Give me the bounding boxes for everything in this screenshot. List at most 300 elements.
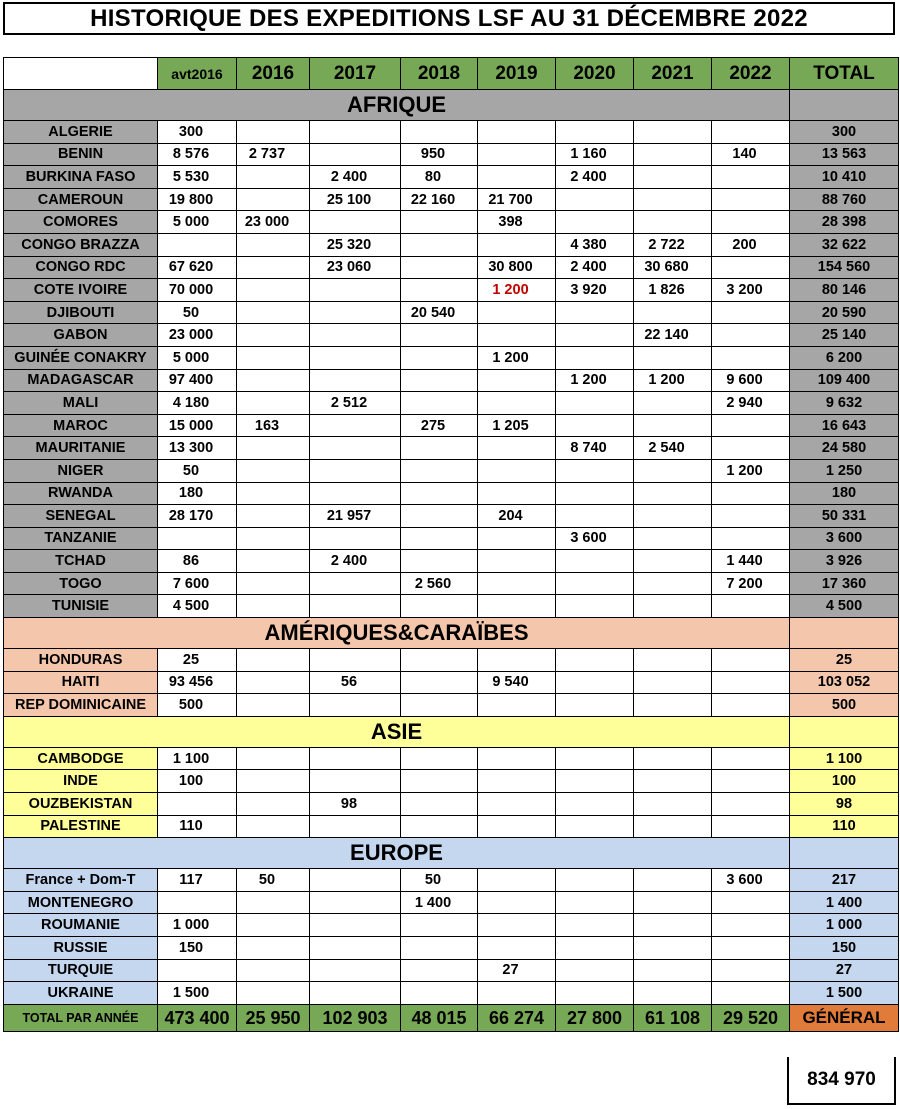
value-cell: [634, 211, 712, 234]
table-row: [4, 891, 899, 914]
value-cell: [310, 937, 401, 960]
value-cell: [478, 595, 556, 618]
value-cell: [401, 437, 478, 460]
row-total-cell: 110: [790, 815, 899, 838]
country-name: CAMEROUN: [4, 188, 158, 211]
row-total-cell: 150: [790, 937, 899, 960]
value-cell: [478, 121, 556, 144]
value-cell: 180: [158, 482, 237, 505]
value-cell: [634, 346, 712, 369]
row-total-cell: 154 560: [790, 256, 899, 279]
value-cell: [158, 793, 237, 816]
value-cell: 2 400: [310, 550, 401, 573]
value-cell: [556, 891, 634, 914]
row-total-cell: 1 250: [790, 459, 899, 482]
value-cell: 4 180: [158, 392, 237, 415]
value-cell: [634, 482, 712, 505]
value-cell: 19 800: [158, 188, 237, 211]
country-name: COMORES: [4, 211, 158, 234]
country-name: UKRAINE: [4, 982, 158, 1005]
value-cell: [712, 793, 790, 816]
value-cell: [712, 914, 790, 937]
country-name: CAMBODGE: [4, 747, 158, 770]
row-total-cell: 17 360: [790, 572, 899, 595]
country-name: COTE IVOIRE: [4, 279, 158, 302]
table-row: [4, 595, 899, 618]
value-cell: 25: [158, 649, 237, 672]
value-cell: [556, 694, 634, 717]
table-row: [4, 527, 899, 550]
table-row: [4, 256, 899, 279]
value-cell: [712, 815, 790, 838]
country-name: France + Dom-T: [4, 869, 158, 892]
section-header-row: [4, 838, 899, 869]
country-name: NIGER: [4, 459, 158, 482]
table-row: [4, 166, 899, 189]
value-cell: 1 440: [712, 550, 790, 573]
year-total-cell: 61 108: [634, 1004, 712, 1031]
value-cell: [237, 595, 310, 618]
row-total-cell: 300: [790, 121, 899, 144]
value-cell: [237, 166, 310, 189]
value-cell: [556, 649, 634, 672]
value-cell: [401, 211, 478, 234]
value-cell: [401, 959, 478, 982]
value-cell: [237, 572, 310, 595]
country-name: HONDURAS: [4, 649, 158, 672]
row-total-cell: 50 331: [790, 505, 899, 528]
value-cell: [237, 747, 310, 770]
row-total-cell: 1 400: [790, 891, 899, 914]
value-cell: [237, 891, 310, 914]
value-cell: 1 200: [478, 279, 556, 302]
value-cell: [237, 649, 310, 672]
value-cell: 9 600: [712, 369, 790, 392]
value-cell: [237, 437, 310, 460]
value-cell: [237, 959, 310, 982]
value-cell: [401, 793, 478, 816]
value-cell: [237, 121, 310, 144]
value-cell: [237, 346, 310, 369]
country-name: TCHAD: [4, 550, 158, 573]
column-header: TOTAL: [790, 58, 899, 90]
country-name: ROUMANIE: [4, 914, 158, 937]
value-cell: 23 000: [237, 211, 310, 234]
value-cell: 140: [712, 143, 790, 166]
value-cell: 15 000: [158, 414, 237, 437]
table-row: [4, 982, 899, 1005]
value-cell: [478, 770, 556, 793]
value-cell: [401, 369, 478, 392]
value-cell: [556, 793, 634, 816]
value-cell: [556, 414, 634, 437]
value-cell: [158, 527, 237, 550]
column-header: 2018: [401, 58, 478, 90]
table-row: [4, 770, 899, 793]
value-cell: [634, 143, 712, 166]
table-row: [4, 505, 899, 528]
row-total-cell: 1 000: [790, 914, 899, 937]
value-cell: [310, 279, 401, 302]
row-total-cell: 16 643: [790, 414, 899, 437]
value-cell: 5 000: [158, 346, 237, 369]
country-name: TURQUIE: [4, 959, 158, 982]
value-cell: [310, 527, 401, 550]
expeditions-table: [3, 57, 899, 1032]
value-cell: [401, 937, 478, 960]
value-cell: [237, 392, 310, 415]
value-cell: [712, 937, 790, 960]
row-total-cell: 217: [790, 869, 899, 892]
row-total-cell: 1 100: [790, 747, 899, 770]
header-row: [4, 58, 899, 90]
value-cell: 13 300: [158, 437, 237, 460]
value-cell: [478, 649, 556, 672]
value-cell: [478, 369, 556, 392]
value-cell: [556, 392, 634, 415]
value-cell: 50: [158, 459, 237, 482]
country-name: BENIN: [4, 143, 158, 166]
value-cell: [556, 324, 634, 347]
value-cell: [310, 982, 401, 1005]
value-cell: [237, 301, 310, 324]
value-cell: [401, 392, 478, 415]
value-cell: [401, 649, 478, 672]
value-cell: [310, 346, 401, 369]
value-cell: [634, 301, 712, 324]
table-row: [4, 793, 899, 816]
value-cell: [401, 770, 478, 793]
row-total-cell: 3 600: [790, 527, 899, 550]
value-cell: [478, 482, 556, 505]
table-row: [4, 694, 899, 717]
section-header-row: [4, 716, 899, 747]
year-total-cell: 29 520: [712, 1004, 790, 1031]
table-row: [4, 572, 899, 595]
table-row: [4, 649, 899, 672]
country-name: GUINÉE CONAKRY: [4, 346, 158, 369]
value-cell: 3 600: [556, 527, 634, 550]
value-cell: [478, 459, 556, 482]
value-cell: 97 400: [158, 369, 237, 392]
row-total-cell: 13 563: [790, 143, 899, 166]
value-cell: [310, 891, 401, 914]
country-name: MAURITANIE: [4, 437, 158, 460]
value-cell: [310, 572, 401, 595]
value-cell: [556, 982, 634, 1005]
value-cell: [401, 815, 478, 838]
value-cell: [237, 482, 310, 505]
row-total-cell: 24 580: [790, 437, 899, 460]
value-cell: 2 737: [237, 143, 310, 166]
value-cell: 300: [158, 121, 237, 144]
table-row: [4, 233, 899, 256]
table-row: [4, 188, 899, 211]
row-total-cell: 88 760: [790, 188, 899, 211]
value-cell: [712, 211, 790, 234]
value-cell: [158, 233, 237, 256]
value-cell: [237, 914, 310, 937]
value-cell: [634, 793, 712, 816]
value-cell: 21 700: [478, 188, 556, 211]
value-cell: [556, 188, 634, 211]
year-total-cell: 25 950: [237, 1004, 310, 1031]
value-cell: [634, 392, 712, 415]
table-row: [4, 121, 899, 144]
country-name: PALESTINE: [4, 815, 158, 838]
country-name: MONTENEGRO: [4, 891, 158, 914]
value-cell: [478, 143, 556, 166]
value-cell: [634, 505, 712, 528]
row-total-cell: 27: [790, 959, 899, 982]
value-cell: [634, 188, 712, 211]
value-cell: [158, 891, 237, 914]
value-cell: [401, 595, 478, 618]
value-cell: [556, 482, 634, 505]
table-row: [4, 815, 899, 838]
value-cell: [401, 279, 478, 302]
value-cell: 275: [401, 414, 478, 437]
value-cell: 50: [237, 869, 310, 892]
value-cell: [712, 437, 790, 460]
value-cell: [634, 595, 712, 618]
value-cell: [478, 694, 556, 717]
table-row: [4, 301, 899, 324]
value-cell: [401, 982, 478, 1005]
value-cell: [712, 747, 790, 770]
value-cell: 98: [310, 793, 401, 816]
value-cell: [310, 694, 401, 717]
country-name: HAITI: [4, 671, 158, 694]
value-cell: [401, 914, 478, 937]
value-cell: [634, 459, 712, 482]
value-cell: [401, 550, 478, 573]
country-name: MALI: [4, 392, 158, 415]
value-cell: 22 160: [401, 188, 478, 211]
value-cell: 1 200: [478, 346, 556, 369]
section-title: AFRIQUE: [4, 90, 790, 121]
value-cell: [237, 770, 310, 793]
row-total-cell: 100: [790, 770, 899, 793]
table-row: [4, 747, 899, 770]
value-cell: 27: [478, 959, 556, 982]
value-cell: [237, 324, 310, 347]
value-cell: [478, 891, 556, 914]
value-cell: [634, 891, 712, 914]
table-row: [4, 346, 899, 369]
value-cell: 2 400: [556, 166, 634, 189]
value-cell: [310, 959, 401, 982]
value-cell: [310, 482, 401, 505]
column-header: avt2016: [158, 58, 237, 90]
value-cell: 8 740: [556, 437, 634, 460]
table-row: [4, 914, 899, 937]
value-cell: 1 100: [158, 747, 237, 770]
value-cell: [310, 869, 401, 892]
value-cell: 163: [237, 414, 310, 437]
year-total-cell: 102 903: [310, 1004, 401, 1031]
value-cell: [556, 869, 634, 892]
value-cell: 3 600: [712, 869, 790, 892]
value-cell: 2 722: [634, 233, 712, 256]
row-total-cell: 4 500: [790, 595, 899, 618]
value-cell: 23 060: [310, 256, 401, 279]
value-cell: [401, 256, 478, 279]
value-cell: 30 800: [478, 256, 556, 279]
country-name: OUZBEKISTAN: [4, 793, 158, 816]
value-cell: [401, 671, 478, 694]
value-cell: 2 400: [310, 166, 401, 189]
value-cell: [712, 770, 790, 793]
value-cell: [634, 649, 712, 672]
value-cell: [634, 747, 712, 770]
table-row: [4, 550, 899, 573]
value-cell: [237, 694, 310, 717]
value-cell: [237, 188, 310, 211]
value-cell: [478, 392, 556, 415]
row-total-cell: 32 622: [790, 233, 899, 256]
country-name: SENEGAL: [4, 505, 158, 528]
table-row: [4, 324, 899, 347]
value-cell: [712, 414, 790, 437]
country-name: REP DOMINICAINE: [4, 694, 158, 717]
value-cell: [712, 188, 790, 211]
value-cell: 398: [478, 211, 556, 234]
grand-total-value: 834 970: [787, 1057, 896, 1105]
country-name: TANZANIE: [4, 527, 158, 550]
value-cell: 1 500: [158, 982, 237, 1005]
value-cell: 5 530: [158, 166, 237, 189]
value-cell: [634, 982, 712, 1005]
section-title: EUROPE: [4, 838, 790, 869]
value-cell: 2 512: [310, 392, 401, 415]
country-name: GABON: [4, 324, 158, 347]
value-cell: [478, 301, 556, 324]
value-cell: [556, 346, 634, 369]
value-cell: 1 826: [634, 279, 712, 302]
value-cell: [401, 233, 478, 256]
country-name: RUSSIE: [4, 937, 158, 960]
totals-row: [4, 1004, 899, 1031]
value-cell: [556, 459, 634, 482]
value-cell: [712, 324, 790, 347]
country-name: TOGO: [4, 572, 158, 595]
page-title: HISTORIQUE DES EXPEDITIONS LSF AU 31 DÉCEMBRE 2022: [3, 2, 895, 35]
value-cell: 200: [712, 233, 790, 256]
value-cell: [556, 747, 634, 770]
value-cell: [237, 793, 310, 816]
country-name: MAROC: [4, 414, 158, 437]
value-cell: 3 920: [556, 279, 634, 302]
value-cell: [401, 482, 478, 505]
table-row: [4, 937, 899, 960]
row-total-cell: 500: [790, 694, 899, 717]
value-cell: 25 100: [310, 188, 401, 211]
value-cell: 5 000: [158, 211, 237, 234]
row-total-cell: 28 398: [790, 211, 899, 234]
value-cell: [478, 233, 556, 256]
value-cell: 23 000: [158, 324, 237, 347]
column-header: 2020: [556, 58, 634, 90]
value-cell: [237, 982, 310, 1005]
row-total-cell: 3 926: [790, 550, 899, 573]
value-cell: [310, 595, 401, 618]
year-total-cell: 27 800: [556, 1004, 634, 1031]
value-cell: [634, 671, 712, 694]
value-cell: [478, 793, 556, 816]
section-header-row: [4, 90, 899, 121]
value-cell: 56: [310, 671, 401, 694]
value-cell: [634, 694, 712, 717]
value-cell: 28 170: [158, 505, 237, 528]
value-cell: [556, 505, 634, 528]
country-name: DJIBOUTI: [4, 301, 158, 324]
table-row: [4, 392, 899, 415]
value-cell: [478, 747, 556, 770]
country-name: BURKINA FASO: [4, 166, 158, 189]
table-row: [4, 482, 899, 505]
value-cell: 1 200: [634, 369, 712, 392]
value-cell: 8 576: [158, 143, 237, 166]
value-cell: [237, 815, 310, 838]
value-cell: 1 205: [478, 414, 556, 437]
value-cell: 2 940: [712, 392, 790, 415]
section-total-spacer: [790, 838, 899, 869]
value-cell: [310, 649, 401, 672]
value-cell: [712, 891, 790, 914]
section-title: ASIE: [4, 716, 790, 747]
value-cell: [712, 671, 790, 694]
column-header: 2019: [478, 58, 556, 90]
row-total-cell: 98: [790, 793, 899, 816]
table-row: [4, 869, 899, 892]
value-cell: [556, 572, 634, 595]
value-cell: [401, 324, 478, 347]
row-total-cell: 9 632: [790, 392, 899, 415]
value-cell: [634, 414, 712, 437]
value-cell: 1 400: [401, 891, 478, 914]
value-cell: [478, 937, 556, 960]
value-cell: 7 600: [158, 572, 237, 595]
value-cell: [237, 671, 310, 694]
value-cell: [310, 121, 401, 144]
value-cell: [478, 815, 556, 838]
value-cell: 110: [158, 815, 237, 838]
country-name: CONGO RDC: [4, 256, 158, 279]
year-total-cell: 66 274: [478, 1004, 556, 1031]
column-header: 2016: [237, 58, 310, 90]
value-cell: 67 620: [158, 256, 237, 279]
value-cell: [556, 937, 634, 960]
value-cell: [158, 959, 237, 982]
value-cell: 4 500: [158, 595, 237, 618]
value-cell: [634, 770, 712, 793]
table-row: [4, 279, 899, 302]
value-cell: [634, 914, 712, 937]
value-cell: 2 560: [401, 572, 478, 595]
value-cell: 22 140: [634, 324, 712, 347]
value-cell: [310, 815, 401, 838]
value-cell: [310, 211, 401, 234]
table-row: [4, 369, 899, 392]
value-cell: [712, 505, 790, 528]
value-cell: 1 200: [712, 459, 790, 482]
value-cell: [634, 937, 712, 960]
value-cell: 500: [158, 694, 237, 717]
value-cell: 1 160: [556, 143, 634, 166]
row-total-cell: 103 052: [790, 671, 899, 694]
general-label: GÉNÉRAL: [790, 1004, 899, 1031]
